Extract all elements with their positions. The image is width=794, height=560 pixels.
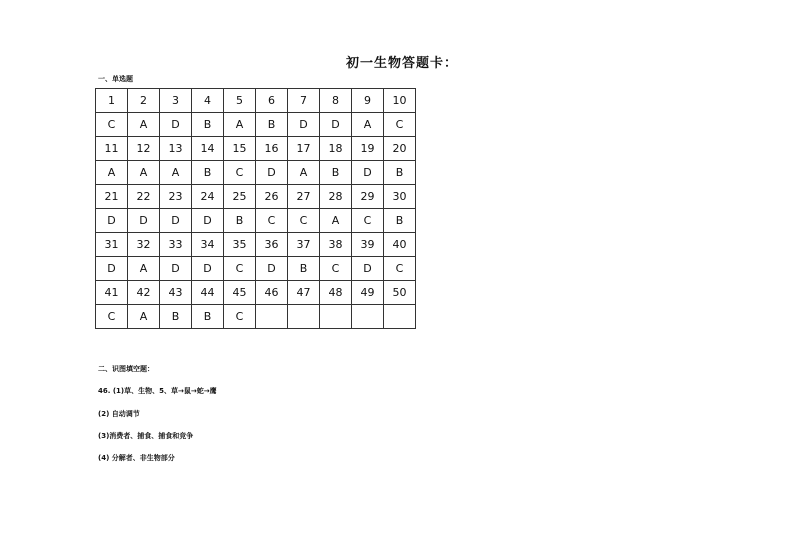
question-number-cell: 36 — [256, 233, 288, 257]
answer-cell: B — [160, 305, 192, 329]
question-number-cell: 38 — [320, 233, 352, 257]
question-number-row — [96, 281, 416, 305]
answer-cell — [256, 305, 288, 329]
question-number-cell: 8 — [320, 89, 352, 113]
answer-cell: C — [320, 257, 352, 281]
question-number-cell: 44 — [192, 281, 224, 305]
answer-cell: A — [128, 305, 160, 329]
answer-cell: A — [288, 161, 320, 185]
answer-cell: B — [384, 209, 416, 233]
answer-cell: D — [352, 257, 384, 281]
question-number-cell: 17 — [288, 137, 320, 161]
question-number-cell: 28 — [320, 185, 352, 209]
question-number-row — [96, 185, 416, 209]
question-number-cell: 19 — [352, 137, 384, 161]
answer-cell: B — [320, 161, 352, 185]
question-number-row — [96, 137, 416, 161]
answer-row — [96, 305, 416, 329]
answer-cell: C — [96, 305, 128, 329]
answer-cell: D — [96, 209, 128, 233]
answer-cell: A — [128, 113, 160, 137]
question-number-cell: 3 — [160, 89, 192, 113]
question-number-cell: 40 — [384, 233, 416, 257]
answer-cell: D — [288, 113, 320, 137]
answer-row — [96, 257, 416, 281]
question-number-row — [96, 233, 416, 257]
question-number-cell: 33 — [160, 233, 192, 257]
answer-cell: A — [352, 113, 384, 137]
answer-line-4: (4) 分解者、非生物部分 — [98, 454, 175, 462]
question-number-cell: 2 — [128, 89, 160, 113]
answer-cell: A — [128, 257, 160, 281]
answer-grid — [95, 88, 416, 329]
answer-cell: C — [384, 257, 416, 281]
question-number-cell: 11 — [96, 137, 128, 161]
question-number-cell: 9 — [352, 89, 384, 113]
question-number-cell: 45 — [224, 281, 256, 305]
question-number-cell: 39 — [352, 233, 384, 257]
question-number-cell: 27 — [288, 185, 320, 209]
question-number-cell: 15 — [224, 137, 256, 161]
answer-cell: D — [96, 257, 128, 281]
question-number-cell: 46 — [256, 281, 288, 305]
question-number-cell: 5 — [224, 89, 256, 113]
question-number-cell: 42 — [128, 281, 160, 305]
question-number-cell: 29 — [352, 185, 384, 209]
answer-cell: B — [192, 113, 224, 137]
answer-cell: C — [224, 161, 256, 185]
answer-cell: C — [352, 209, 384, 233]
answer-cell — [352, 305, 384, 329]
question-number-cell: 20 — [384, 137, 416, 161]
question-number-cell: 23 — [160, 185, 192, 209]
answer-cell: B — [256, 113, 288, 137]
question-number-row — [96, 89, 416, 113]
answer-row — [96, 161, 416, 185]
question-number-cell: 21 — [96, 185, 128, 209]
section-heading-fill-in: 二、识图填空题： — [98, 365, 154, 373]
answer-cell: D — [128, 209, 160, 233]
question-number-cell: 1 — [96, 89, 128, 113]
answer-cell — [320, 305, 352, 329]
answer-cell: B — [288, 257, 320, 281]
question-number-cell: 34 — [192, 233, 224, 257]
question-number-cell: 49 — [352, 281, 384, 305]
question-number-cell: 18 — [320, 137, 352, 161]
answer-cell — [384, 305, 416, 329]
question-number-cell: 47 — [288, 281, 320, 305]
answer-cell: A — [224, 113, 256, 137]
question-number-cell: 4 — [192, 89, 224, 113]
answer-cell: A — [128, 161, 160, 185]
answer-cell: D — [256, 161, 288, 185]
question-number-cell: 31 — [96, 233, 128, 257]
section-heading-single-choice: 一、单选题 — [98, 75, 133, 83]
question-number-cell: 16 — [256, 137, 288, 161]
question-number-cell: 30 — [384, 185, 416, 209]
answer-cell: D — [160, 113, 192, 137]
answer-cell: D — [160, 209, 192, 233]
answer-cell: B — [192, 161, 224, 185]
answer-cell: B — [224, 209, 256, 233]
answer-line-2: (2) 自动调节 — [98, 410, 140, 418]
question-number-cell: 10 — [384, 89, 416, 113]
answer-cell: D — [256, 257, 288, 281]
answer-cell: B — [192, 305, 224, 329]
answer-cell: D — [192, 209, 224, 233]
answer-cell: D — [160, 257, 192, 281]
answer-cell: C — [288, 209, 320, 233]
question-number-cell: 41 — [96, 281, 128, 305]
question-number-cell: 7 — [288, 89, 320, 113]
question-number-cell: 35 — [224, 233, 256, 257]
question-number-cell: 22 — [128, 185, 160, 209]
question-number-cell: 43 — [160, 281, 192, 305]
answer-cell: B — [384, 161, 416, 185]
question-number-cell: 12 — [128, 137, 160, 161]
answer-cell — [288, 305, 320, 329]
answer-cell: C — [256, 209, 288, 233]
answer-cell: D — [320, 113, 352, 137]
question-number-cell: 13 — [160, 137, 192, 161]
question-number-cell: 25 — [224, 185, 256, 209]
answer-line-3: (3)消费者、捕食、捕食和竞争 — [98, 432, 194, 440]
question-number-cell: 6 — [256, 89, 288, 113]
answer-cell: D — [192, 257, 224, 281]
answer-line-1: 46. (1)草、生物、5、草→鼠→蛇→鹰 — [98, 387, 217, 395]
question-number-cell: 24 — [192, 185, 224, 209]
answer-row — [96, 209, 416, 233]
answer-row — [96, 113, 416, 137]
answer-cell: C — [224, 257, 256, 281]
answer-cell: C — [96, 113, 128, 137]
answer-cell: D — [352, 161, 384, 185]
question-number-cell: 37 — [288, 233, 320, 257]
question-number-cell: 14 — [192, 137, 224, 161]
answer-cell: A — [320, 209, 352, 233]
question-number-cell: 48 — [320, 281, 352, 305]
question-number-cell: 26 — [256, 185, 288, 209]
question-number-cell: 50 — [384, 281, 416, 305]
question-number-cell: 32 — [128, 233, 160, 257]
page-title: 初一生物答题卡： — [345, 56, 458, 71]
answer-cell: A — [160, 161, 192, 185]
answer-cell: C — [224, 305, 256, 329]
answer-cell: A — [96, 161, 128, 185]
answer-cell: C — [384, 113, 416, 137]
